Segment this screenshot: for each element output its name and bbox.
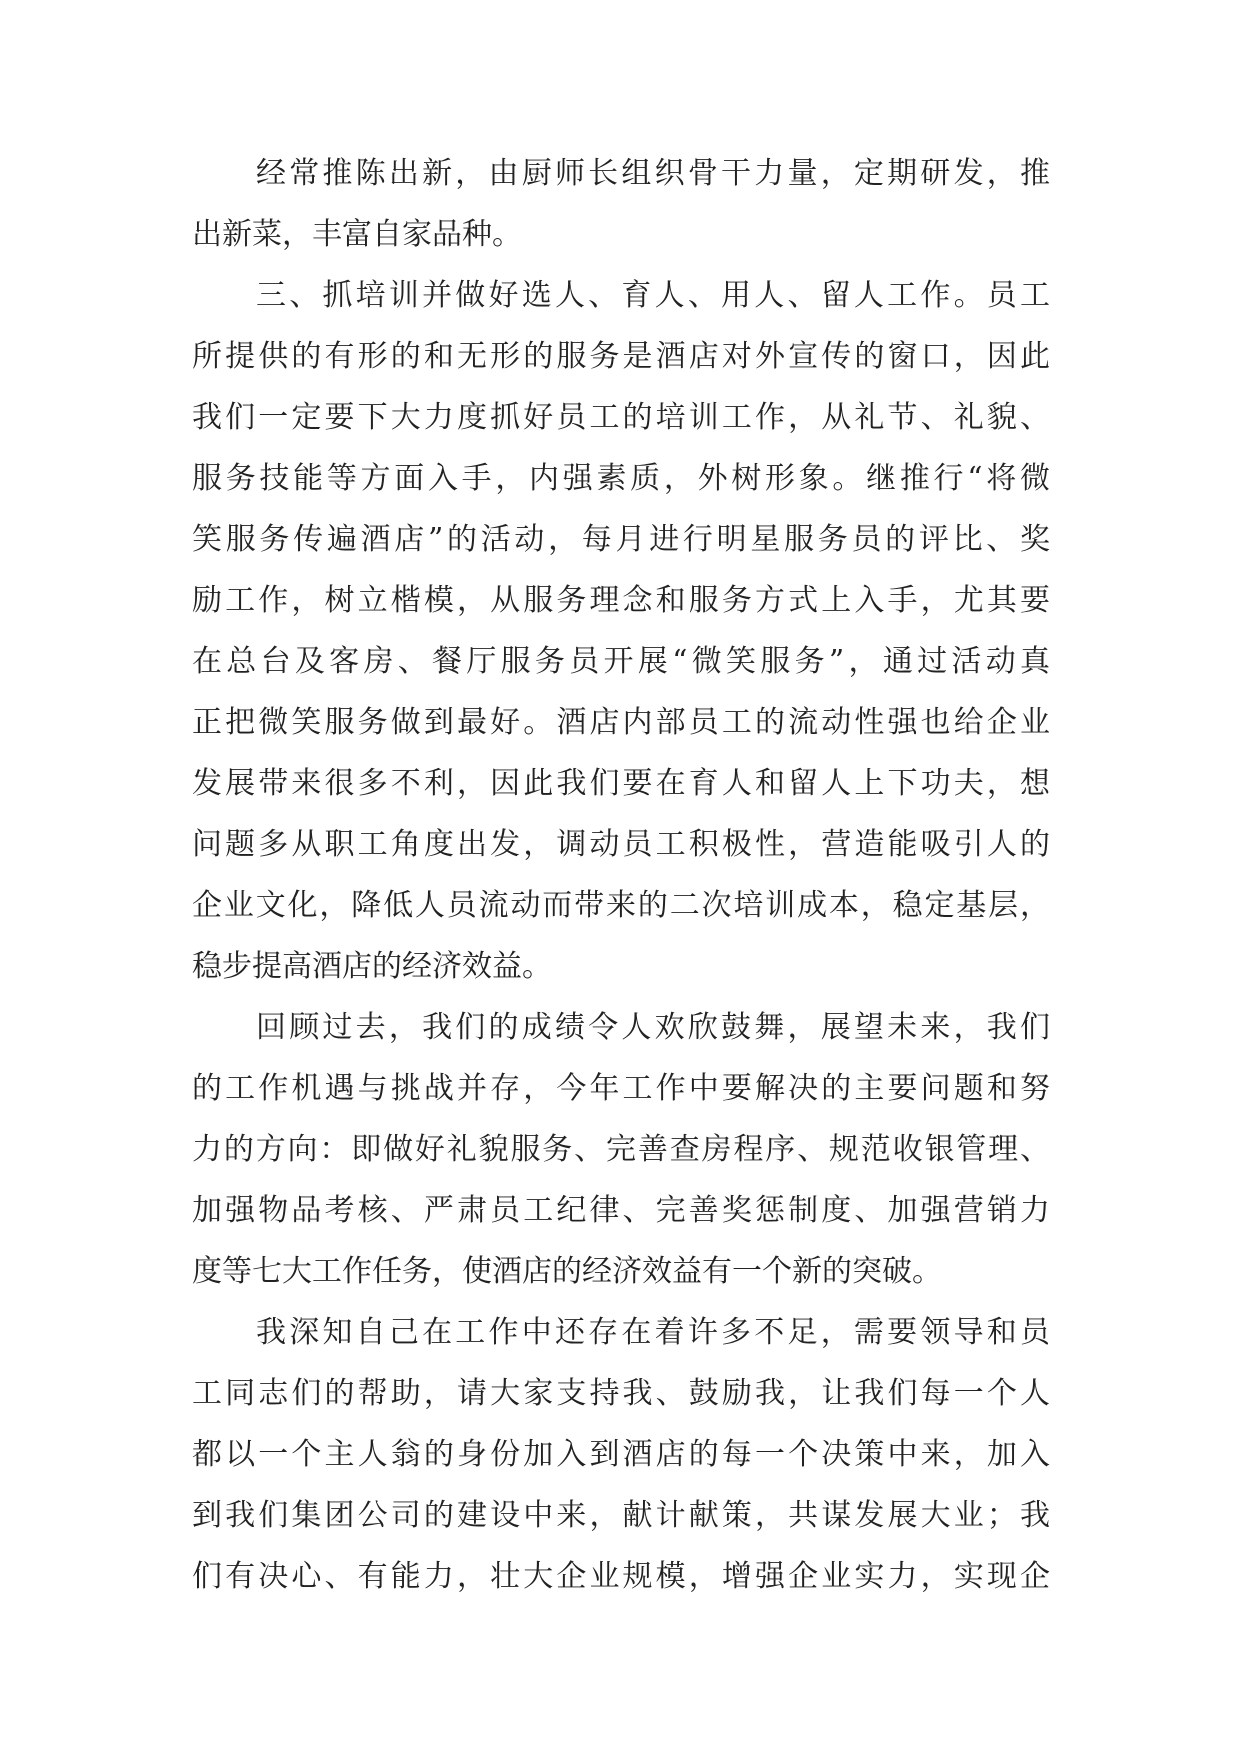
paragraph-4 — [192, 1313, 1050, 1597]
text-line: 我们一定要下大力度抓好员工的培训工作，从礼节、礼貌、 — [192, 400, 1050, 435]
text-line: 稳步提高酒店的经济效益。 — [192, 949, 552, 984]
text-line: 都以一个主人翁的身份加入到酒店的每一个决策中来，加入 — [192, 1437, 1050, 1472]
text-line: 正把微笑服务做到最好。酒店内部员工的流动性强也给企业 — [192, 705, 1050, 740]
text-line: 的工作机遇与挑战并存，今年工作中要解决的主要问题和努 — [192, 1071, 1050, 1106]
text-line: 笑服务传遍酒店”的活动，每月进行明星服务员的评比、奖 — [192, 522, 1050, 557]
paragraph-1 — [192, 154, 1050, 255]
text-line: 问题多从职工角度出发，调动员工积极性，营造能吸引人的 — [192, 827, 1050, 862]
text-line: 经常推陈出新，由厨师长组织骨干力量，定期研发，推 — [256, 156, 1050, 191]
text-line: 回顾过去，我们的成绩令人欢欣鼓舞，展望未来，我们 — [256, 1010, 1050, 1045]
text-line: 力的方向：即做好礼貌服务、完善查房程序、规范收银管理、 — [192, 1132, 1050, 1167]
text-line: 励工作，树立楷模，从服务理念和服务方式上入手，尤其要 — [192, 583, 1050, 618]
text-line: 出新菜，丰富自家品种。 — [192, 217, 522, 252]
text-line: 到我们集团公司的建设中来，献计献策，共谋发展大业；我 — [192, 1498, 1050, 1533]
text-line: 工同志们的帮助，请大家支持我、鼓励我，让我们每一个人 — [192, 1376, 1050, 1411]
text-line: 服务技能等方面入手，内强素质，外树形象。继推行“将微 — [192, 461, 1050, 496]
text-line: 三、抓培训并做好选人、育人、用人、留人工作。员工 — [256, 278, 1050, 313]
paragraph-3 — [192, 1008, 1050, 1292]
body-text — [192, 154, 1050, 1618]
text-line: 加强物品考核、严肃员工纪律、完善奖惩制度、加强营销力 — [192, 1193, 1050, 1228]
paragraph-2 — [192, 276, 1050, 987]
text-line: 在总台及客房、餐厅服务员开展“微笑服务”，通过活动真 — [192, 644, 1050, 679]
text-line: 企业文化，降低人员流动而带来的二次培训成本，稳定基层， — [192, 888, 1050, 923]
text-line: 度等七大工作任务，使酒店的经济效益有一个新的突破。 — [192, 1254, 942, 1289]
text-line: 们有决心、有能力，壮大企业规模，增强企业实力，实现企 — [192, 1559, 1050, 1594]
text-line: 我深知自己在工作中还存在着许多不足，需要领导和员 — [256, 1315, 1050, 1350]
text-line: 发展带来很多不利，因此我们要在育人和留人上下功夫，想 — [192, 766, 1050, 801]
text-line: 所提供的有形的和无形的服务是酒店对外宣传的窗口，因此 — [192, 339, 1050, 374]
